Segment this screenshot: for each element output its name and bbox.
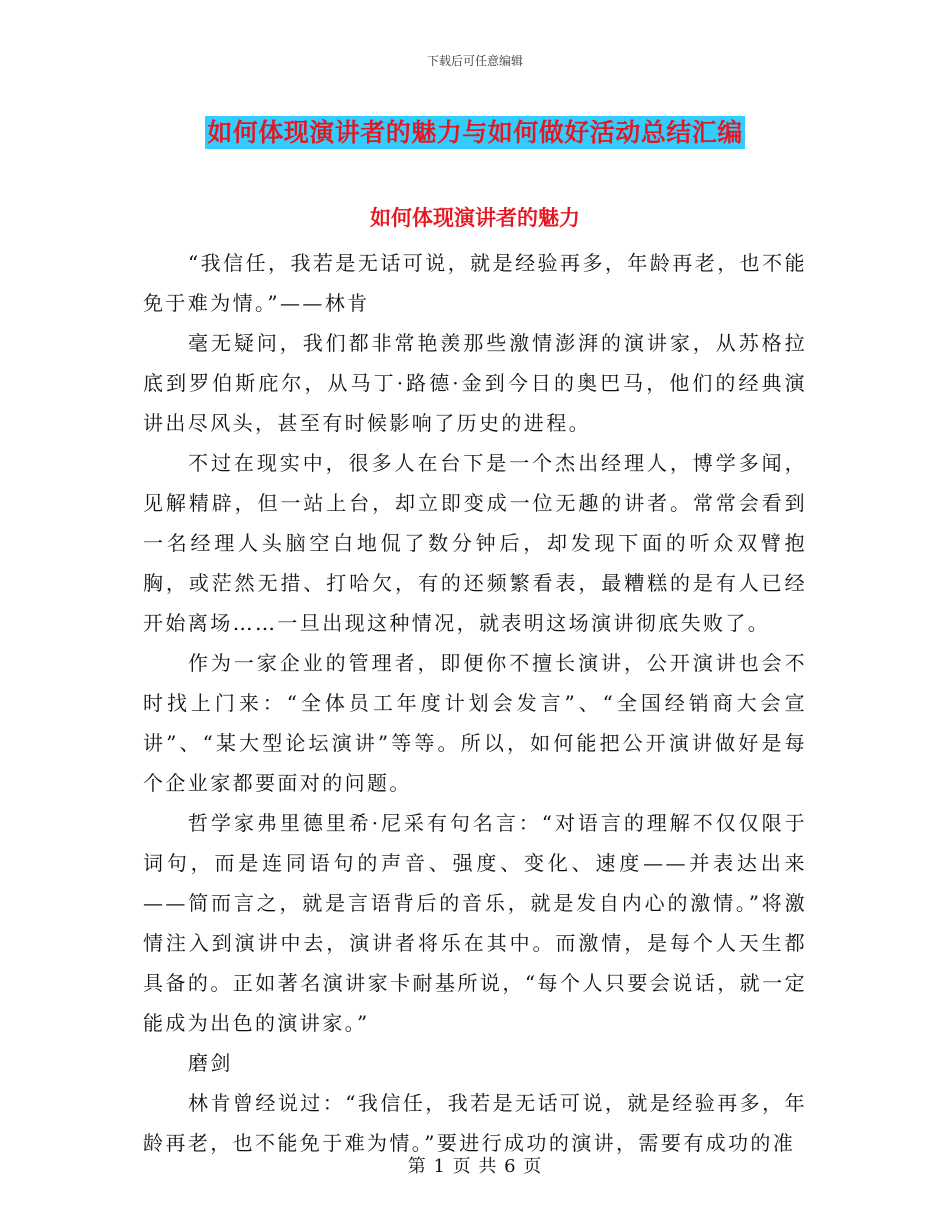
page-number-footer: 第 1 页 共 6 页 [407,1156,543,1177]
paragraph: 不过在现实中，很多人在台下是一个杰出经理人，博学多闻，见解精辟，但一站上台，却立即变成一位无趣的讲者。常常会看到一名经理人头脑空白地侃了数分钟后，却发现下面的听众双臂抱胸，或茫然无措、打哈欠，有的还频繁看表，最糟糕的是有人已经开始离场……一旦出现这种情况，就表明这场演讲彻底失败了。 [143,451,807,635]
section-title: 如何体现演讲者的魅力 [370,205,580,230]
page-header-note: 下载后可任意编辑 [426,54,523,68]
main-title-text: 如何体现演讲者的魅力与如何做好活动总结汇编 [207,118,743,147]
paragraph-quote: “我信任，我若是无话可说，就是经验再多，年龄再老，也不能免于难为情。”——林肯 [143,251,807,315]
paragraph: 毫无疑问，我们都非常艳羡那些激情澎湃的演讲家，从苏格拉底到罗伯斯庇尔，从马丁·路德·金到今日的奥巴马，他们的经典演讲出尽风头，甚至有时候影响了历史的进程。 [143,331,807,435]
document-body [143,243,807,1163]
paragraph: 哲学家弗里德里希·尼采有句名言：“对语言的理解不仅仅限于词句，而是连同语句的声音、强度、变化、速度——并表达出来——简而言之，就是言语背后的音乐，就是发自内心的激情。”将激情注入到演讲中去，演讲者将乐在其中。而激情，是每个人天生都具备的。正如著名演讲家卡耐基所说，“每个人只要会说话，就一定能成为出色的演讲家。” [143,811,807,1035]
paragraph: 作为一家企业的管理者，即便你不擅长演讲，公开演讲也会不时找上门来：“全体员工年度计划会发言”、“全国经销商大会宣讲”、“某大型论坛演讲”等等。所以，如何能把公开演讲做好是每个企业家都要面对的问题。 [143,651,807,795]
document-main-title [0,113,950,149]
subheading-paragraph: 磨剑 [188,1051,233,1075]
paragraph: 林肯曾经说过：“我信任，我若是无话可说，就是经验再多，年龄再老，也不能免于难为情。”要进行成功的演讲，需要有成功的准 [143,1091,807,1155]
